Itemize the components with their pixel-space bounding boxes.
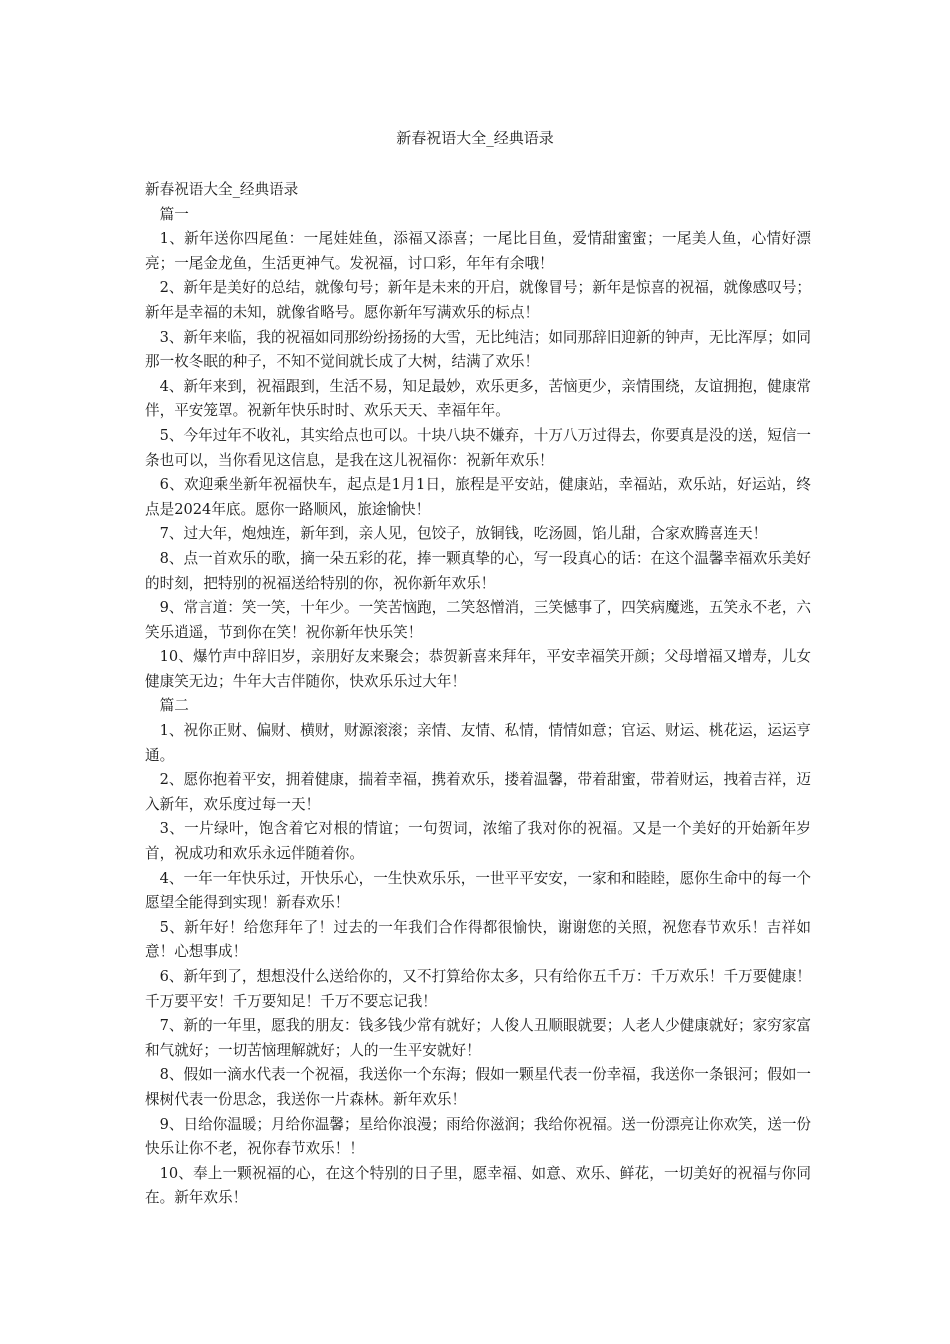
paragraph: 4、一年一年快乐过，开快乐心，一生快欢乐乐，一世平平安安，一家和和睦睦，愿你生命中的每一个愿望全能得到实现！新春欢乐！ [145,869,812,912]
paragraph: 10、爆竹声中辞旧岁，亲朋好友来聚会；恭贺新喜来拜年，平安幸福笑开颜；父母增福又增寿，儿女健康笑无边；牛年大吉伴随你，快欢乐乐过大年！ [145,648,811,690]
paragraph: 4、新年来到，祝福跟到，生活不易，知足最妙，欢乐更多，苦恼更少，亲情围绕，友谊拥抱，健康常伴，平安笼罩。祝新年快乐时时、欢乐天天、幸福年年。 [145,377,812,420]
paragraph: 1、新年送你四尾鱼：一尾娃娃鱼，添福又添喜；一尾比目鱼，爱情甜蜜蜜；一尾美人鱼，心情好漂亮；一尾金龙鱼，生活更神气。发祝福，讨口彩，年年有余哦！ [145,230,811,272]
section-label: 篇一 [159,205,189,223]
paragraph: 8、假如一滴水代表一个祝福，我送你一个东海；假如一颗星代表一份幸福，我送你一条银河；假如一棵树代表一份思念，我送你一片森林。新年欢乐！ [145,1066,812,1108]
paragraph: 2、新年是美好的总结，就像句号；新年是未来的开启，就像冒号；新年是惊喜的祝福，就像感叹号；新年是幸福的未知，就像省略号。愿你新年写满欢乐的标点！ [145,279,812,321]
paragraph: 5、新年好！给您拜年了！过去的一年我们合作得都很愉快，谢谢您的关照，祝您春节欢乐！吉祥如意！心想事成！ [145,918,811,961]
paragraph: 9、日给你温暖；月给你温馨；星给你浪漫；雨给你滋润；我给你祝福。送一份漂亮让你欢笑，送一份快乐让你不老，祝你春节欢乐！！ [145,1115,812,1158]
paragraph: 9、常言道：笑一笑，十年少。一笑苦恼跑，二笑怒憎消，三笑憾事了，四笑病魔逃，五笑永不老，六笑乐逍遥，节到你在笑！祝你新年快乐笑！ [145,599,812,641]
paragraph: 6、新年到了，想想没什么送给你的，又不打算给你太多，只有给你五千万：千万欢乐！千万要健康！千万要平安！千万要知足！千万不要忘记我！ [145,968,812,1010]
paragraph: 1、祝你正财、偏财、横财，财源滚滚；亲情、友情、私情，情情如意；官运、财运、桃花运，运运亨通。 [145,722,812,764]
paragraph: 7、新的一年里，愿我的朋友：钱多钱少常有就好；人俊人丑顺眼就要；人老人少健康就好；家穷家富和气就好；一切苦恼理解就好；人的一生平安就好！ [145,1017,812,1059]
paragraph: 8、点一首欢乐的歌，摘一朵五彩的花，捧一颗真挚的心，写一段真心的话：在这个温馨幸福欢乐美好的时刻，把特别的祝福送给特别的你，祝你新年欢乐！ [145,549,812,592]
section-label: 篇二 [159,697,189,715]
paragraph: 2、愿你抱着平安，拥着健康，揣着幸福，携着欢乐，搂着温馨，带着甜蜜，带着财运，拽着吉祥，迈入新年，欢乐度过每一天！ [145,771,812,813]
paragraph: 6、欢迎乘坐新年祝福快车，起点是1月1日，旅程是平安站，健康站，幸福站，欢乐站，好运站，终点是2024年底。愿你一路顺风，旅途愉快！ [145,476,811,518]
paragraph: 3、一片绿叶，饱含着它对根的情谊；一句贺词，浓缩了我对你的祝福。又是一个美好的开始新年岁首，祝成功和欢乐永远伴随着你。 [145,820,811,863]
document-heading: 新春祝语大全_经典语录 [145,181,299,198]
paragraph: 7、过大年，炮烛连，新年到，亲人见，包饺子，放铜钱，吃汤圆，馅儿甜，合家欢腾喜连天！ [159,525,768,543]
paragraph: 10、奉上一颗祝福的心，在这个特别的日子里，愿幸福、如意、欢乐、鲜花，一切美好的祝福与你同在。新年欢乐！ [145,1164,811,1207]
paragraph: 5、今年过年不收礼，其实给点也可以。十块八块不嫌弃，十万八万过得去，你要真是没的送，短信一条也可以，当你看见这信息，是我在这儿祝福你：祝新年欢乐！ [145,426,812,469]
paragraph: 3、新年来临，我的祝福如同那纷纷扬扬的大雪，无比纯洁；如同那辞旧迎新的钟声，无比浑厚；如同那一枚冬眠的种子，不知不觉间就长成了大树，结满了欢乐！ [145,328,812,371]
document-body [145,178,811,1211]
page-title: 新春祝语大全_经典语录 [396,129,554,147]
